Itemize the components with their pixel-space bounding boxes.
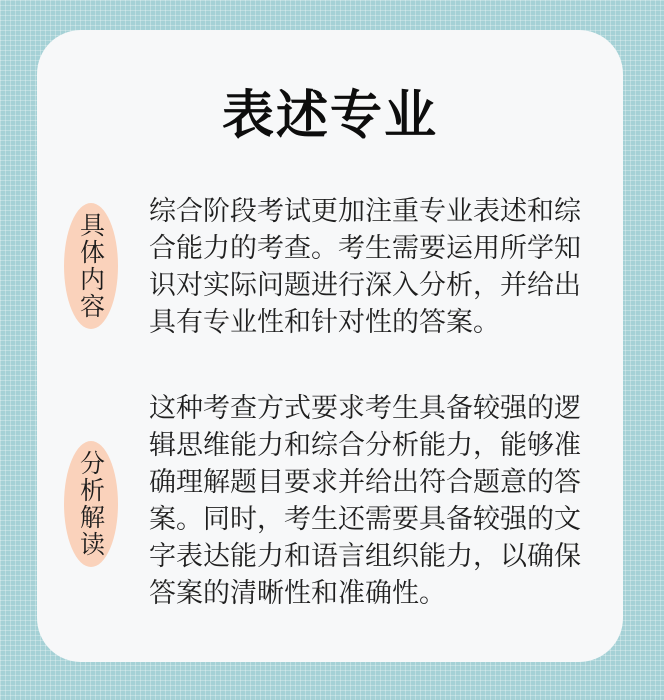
paragraph-line: 确理解题目要求并给出符合题意的答 [149,467,581,498]
badge-specific-content [64,203,118,329]
paragraph-line: 这种考查方式要求考生具备较强的逻 [149,393,581,424]
paragraph-specific-content [149,193,589,341]
paragraph-analysis [149,390,589,612]
paragraph-line: 字表达能力和语言组织能力，以确保 [149,541,581,572]
paragraph-line: 案。同时，考生还需要具备较强的文 [149,504,581,535]
badge-analysis [64,441,118,567]
paragraph-line: 合能力的考查。考生需要运用所学知 [149,233,581,264]
paragraph-line: 综合阶段考试更加注重专业表述和综 [149,196,581,227]
badge-analysis-label: 分析解读 [76,450,106,558]
paragraph-line: 答案的清晰性和准确性。 [149,578,446,609]
paragraph-line: 识对实际问题进行深入分析，并给出 [149,270,581,301]
badge-specific-content-label: 具体内容 [76,212,106,320]
content-card [37,30,623,662]
paragraph-line: 具有专业性和针对性的答案。 [149,307,500,338]
paragraph-line: 辑思维能力和综合分析能力，能够准 [149,430,581,461]
page-title: 表述专业 [221,86,438,146]
